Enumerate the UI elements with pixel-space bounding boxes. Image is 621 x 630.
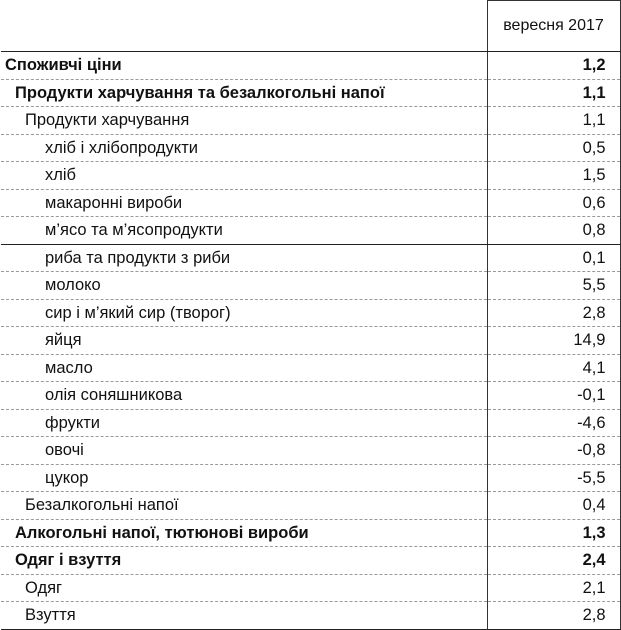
row-label: м’ясо та м’ясопродукти bbox=[1, 217, 487, 245]
row-label: фрукти bbox=[1, 409, 487, 437]
row-value: 2,8 bbox=[487, 299, 620, 327]
table-row bbox=[1, 574, 620, 602]
row-value: 1,3 bbox=[487, 519, 620, 547]
row-label: яйця bbox=[1, 327, 487, 355]
row-value: 14,9 bbox=[487, 327, 620, 355]
table-row bbox=[1, 217, 620, 245]
table-row bbox=[1, 107, 620, 135]
row-label: Взуття bbox=[1, 602, 487, 630]
row-label: Алкогольні напої, тютюнові вироби bbox=[1, 519, 487, 547]
row-value: 1,1 bbox=[487, 79, 620, 107]
row-label: хліб bbox=[1, 162, 487, 190]
table-row bbox=[1, 519, 620, 547]
row-value: 4,1 bbox=[487, 354, 620, 382]
row-label: Споживчі ціни bbox=[1, 52, 487, 80]
row-label: риба та продукти з риби bbox=[1, 244, 487, 272]
row-label: олія соняшникова bbox=[1, 382, 487, 410]
table-row bbox=[1, 272, 620, 300]
row-value: 0,6 bbox=[487, 189, 620, 217]
row-label: Продукти харчування bbox=[1, 107, 487, 135]
row-value: 0,4 bbox=[487, 492, 620, 520]
row-value: 2,4 bbox=[487, 547, 620, 575]
row-value: 2,8 bbox=[487, 602, 620, 630]
row-value: 1,5 bbox=[487, 162, 620, 190]
table-row bbox=[1, 244, 620, 272]
row-label: сир і м’який сир (творог) bbox=[1, 299, 487, 327]
row-label: Продукти харчування та безалкогольні напої bbox=[1, 79, 487, 107]
table-row bbox=[1, 327, 620, 355]
row-value: 5,5 bbox=[487, 272, 620, 300]
row-value: -0,1 bbox=[487, 382, 620, 410]
table-row bbox=[1, 437, 620, 465]
consumer-price-index-table bbox=[1, 0, 621, 630]
row-label: хліб і хлібопродукти bbox=[1, 134, 487, 162]
row-label: молоко bbox=[1, 272, 487, 300]
table-row bbox=[1, 464, 620, 492]
row-value: 0,5 bbox=[487, 134, 620, 162]
row-label: Одяг і взуття bbox=[1, 547, 487, 575]
table-row bbox=[1, 602, 620, 630]
table-row bbox=[1, 492, 620, 520]
table-row bbox=[1, 382, 620, 410]
row-value: 1,2 bbox=[487, 52, 620, 80]
row-label: Одяг bbox=[1, 574, 487, 602]
table-row bbox=[1, 409, 620, 437]
table-row bbox=[1, 189, 620, 217]
table-row bbox=[1, 52, 620, 80]
row-value: -0,8 bbox=[487, 437, 620, 465]
table-row bbox=[1, 354, 620, 382]
table-row bbox=[1, 79, 620, 107]
row-label: масло bbox=[1, 354, 487, 382]
table-row bbox=[1, 134, 620, 162]
row-label: макаронні вироби bbox=[1, 189, 487, 217]
table-header-row bbox=[1, 1, 620, 52]
row-value: 2,1 bbox=[487, 574, 620, 602]
row-label: цукор bbox=[1, 464, 487, 492]
row-label: Безалкогольні напої bbox=[1, 492, 487, 520]
table-row bbox=[1, 547, 620, 575]
row-value: 0,8 bbox=[487, 217, 620, 245]
row-value: -4,6 bbox=[487, 409, 620, 437]
row-value: 0,1 bbox=[487, 244, 620, 272]
row-value: -5,5 bbox=[487, 464, 620, 492]
table-row bbox=[1, 162, 620, 190]
row-label: овочі bbox=[1, 437, 487, 465]
column-header-period: вересня 2017 bbox=[487, 1, 620, 52]
row-value: 1,1 bbox=[487, 107, 620, 135]
header-empty-cell bbox=[1, 1, 487, 52]
table-row bbox=[1, 299, 620, 327]
